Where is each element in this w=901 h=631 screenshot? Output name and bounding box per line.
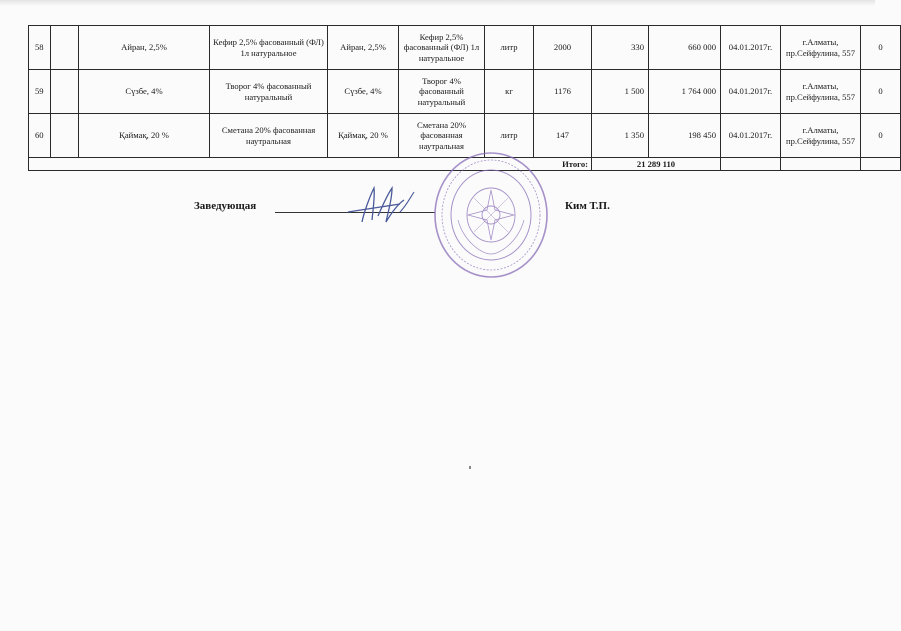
signer-role: Заведующая [194, 200, 257, 212]
extra-cell: 0 [861, 114, 901, 158]
price-cell: 330 [592, 26, 649, 70]
address-cell: г.Алматы, пр.Сейфулина, 557 [781, 26, 861, 70]
date-cell: 04.01.2017г. [721, 70, 781, 114]
date-cell: 04.01.2017г. [721, 26, 781, 70]
table-row [29, 26, 901, 70]
product-name-ru: Творог 4% фасованный натуральный [210, 70, 328, 114]
quantity-cell: 1176 [534, 70, 592, 114]
product-name-ru-2: Сметана 20% фасованная наутральная [399, 114, 485, 158]
product-name-kz: Айран, 2,5% [79, 26, 210, 70]
handwritten-signature [340, 182, 430, 230]
empty-cell [721, 158, 781, 171]
price-cell: 1 500 [592, 70, 649, 114]
signer-name: Ким Т.П. [565, 200, 610, 212]
sum-cell: 1 764 000 [649, 70, 721, 114]
date-cell: 04.01.2017г. [721, 114, 781, 158]
empty-cell [781, 158, 861, 171]
table-row [29, 70, 901, 114]
price-cell: 1 350 [592, 114, 649, 158]
unit-cell: литр [485, 26, 534, 70]
address-cell: г.Алматы, пр.Сейфулина, 557 [781, 70, 861, 114]
row-number: 59 [29, 70, 51, 114]
total-label: Итого: [29, 158, 592, 171]
product-name-ru-2: Творог 4% фасованный натуральный [399, 70, 485, 114]
unit-cell: литр [485, 114, 534, 158]
extra-cell: 0 [861, 70, 901, 114]
empty-cell [51, 70, 79, 114]
product-name-kz: Сүзбе, 4% [79, 70, 210, 114]
product-name-kz-2: Сүзбе, 4% [328, 70, 399, 114]
row-number: 60 [29, 114, 51, 158]
product-name-ru-2: Кефир 2,5% фасованный (ФЛ) 1л натуральное [399, 26, 485, 70]
quantity-cell: 147 [534, 114, 592, 158]
scan-top-edge [0, 0, 875, 6]
empty-cell [51, 114, 79, 158]
product-name-kz-2: Айран, 2,5% [328, 26, 399, 70]
official-seal [432, 150, 550, 280]
product-name-ru: Сметана 20% фасованная наутральная [210, 114, 328, 158]
empty-cell [861, 158, 901, 171]
product-name-ru: Кефир 2,5% фасованный (ФЛ) 1л натуральное [210, 26, 328, 70]
quantity-cell: 2000 [534, 26, 592, 70]
sum-cell: 660 000 [649, 26, 721, 70]
total-value: 21 289 110 [592, 158, 721, 171]
address-cell: г.Алматы, пр.Сейфулина, 557 [781, 114, 861, 158]
extra-cell: 0 [861, 26, 901, 70]
empty-cell [51, 26, 79, 70]
row-number: 58 [29, 26, 51, 70]
product-name-kz: Қаймақ, 20 % [79, 114, 210, 158]
unit-cell: кг [485, 70, 534, 114]
product-name-kz-2: Қаймақ, 20 % [328, 114, 399, 158]
scan-speck [469, 466, 471, 469]
sum-cell: 198 450 [649, 114, 721, 158]
table-body [29, 26, 901, 171]
